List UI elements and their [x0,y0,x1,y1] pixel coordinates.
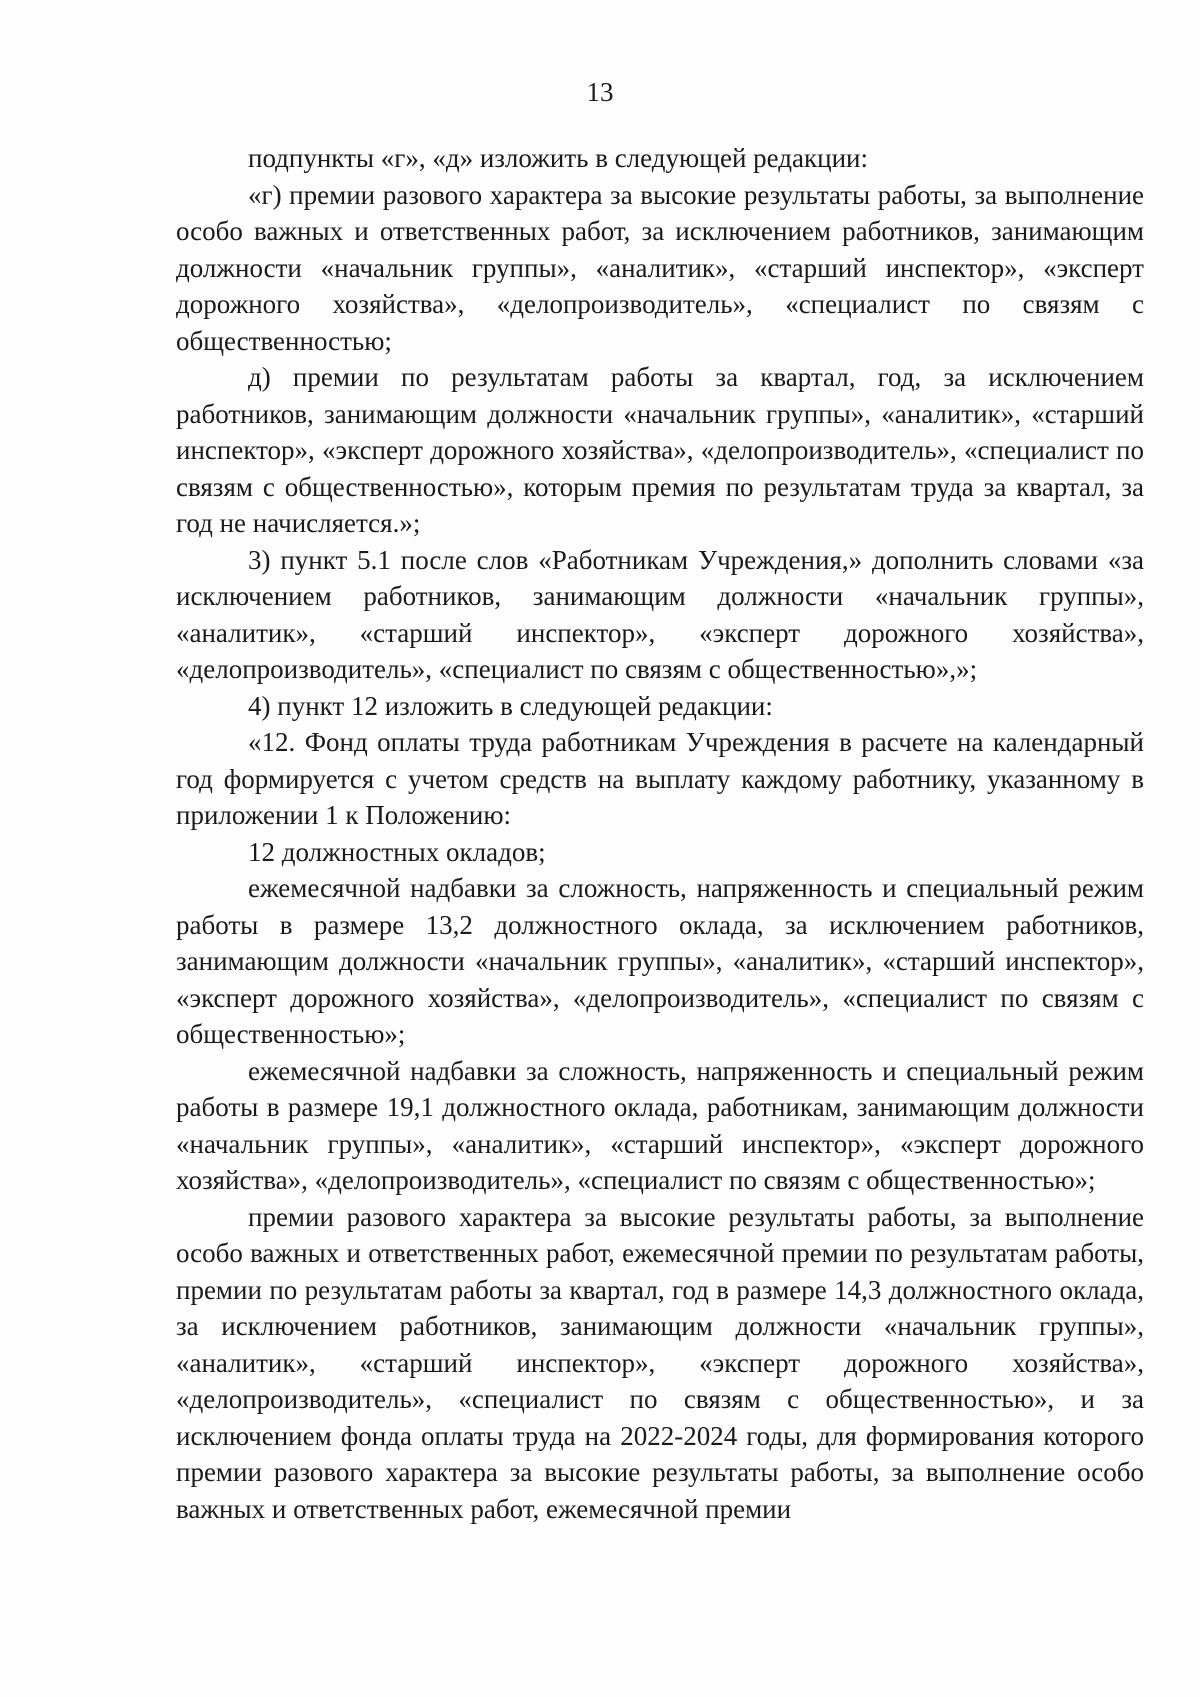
paragraph: «12. Фонд оплаты труда работникам Учреждения в расчете на календарный год формируется с учетом средств на выплату каждому работнику, указанному в приложении 1 к Положению: [176,727,1144,830]
paragraph: 12 должностных окладов; [248,836,546,867]
document-body [176,140,1144,1527]
paragraph: «г) премии разового характера за высокие результаты работы, за выполнение особо важных и ответственных работ, за исключением работников, занимающим должности «начальник группы», «аналитик», «старший инспектор», «эксперт дорожного хозяйства», «делопроизводитель», «специалист по связям с общественностью; [176,179,1144,356]
paragraph: д) премии по результатам работы за квартал, год, за исключением работников, занимающим должности «начальник группы», «аналитик», «старший инспектор», «эксперт дорожного хозяйства», «делопроизводитель», «специалист по связям с общественностью», которым премия по результатам труда за квартал, за год не начисляется.»; [176,362,1144,538]
page-number: 13 [586,77,614,107]
paragraph: ежемесячной надбавки за сложность, напряженность и специальный режим работы в размере 19,1 должностного оклада, работникам, занимающим должности «начальник группы», «аналитик», «старший инспектор», «эксперт дорожного хозяйства», «делопроизводитель», «специалист по связям с общественностью»; [176,1055,1144,1195]
paragraph: 3) пункт 5.1 после слов «Работникам Учреждения,» дополнить словами «за исключением работников, занимающим должности «начальник группы», «аналитик», «старший инспектор», «эксперт дорожного хозяйства», «делопроизводитель», «специалист по связям с общественностью»,»; [176,544,1144,684]
paragraph: подпункты «г», «д» изложить в следующей редакции: [248,143,868,173]
paragraph: ежемесячной надбавки за сложность, напряженность и специальный режим работы в размере 13,2 должностного оклада, за исключением работников, занимающим должности «начальник группы», «аналитик», «старший инспектор», «эксперт дорожного хозяйства», «делопроизводитель», «специалист по связям с общественностью»; [176,873,1144,1049]
paragraph: 4) пункт 12 изложить в следующей редакции: [248,690,773,721]
paragraph: премии разового характера за высокие результаты работы, за выполнение особо важных и ответственных работ, ежемесячной премии по результатам работы, премии по результатам работы за квартал, год в размере 14,3 должностного оклада, за исключением работников, занимающим должности «начальник группы», «аналитик», «старший инспектор», «эксперт дорожного хозяйства», «делопроизводитель», «специалист по связям с общественностью», и за исключением фонда оплаты труда на 2022-2024 годы, для формирования которого премии разового характера за высокие результаты работы, за выполнение особо важных и ответственных работ, ежемесячной премии [176,1201,1144,1524]
